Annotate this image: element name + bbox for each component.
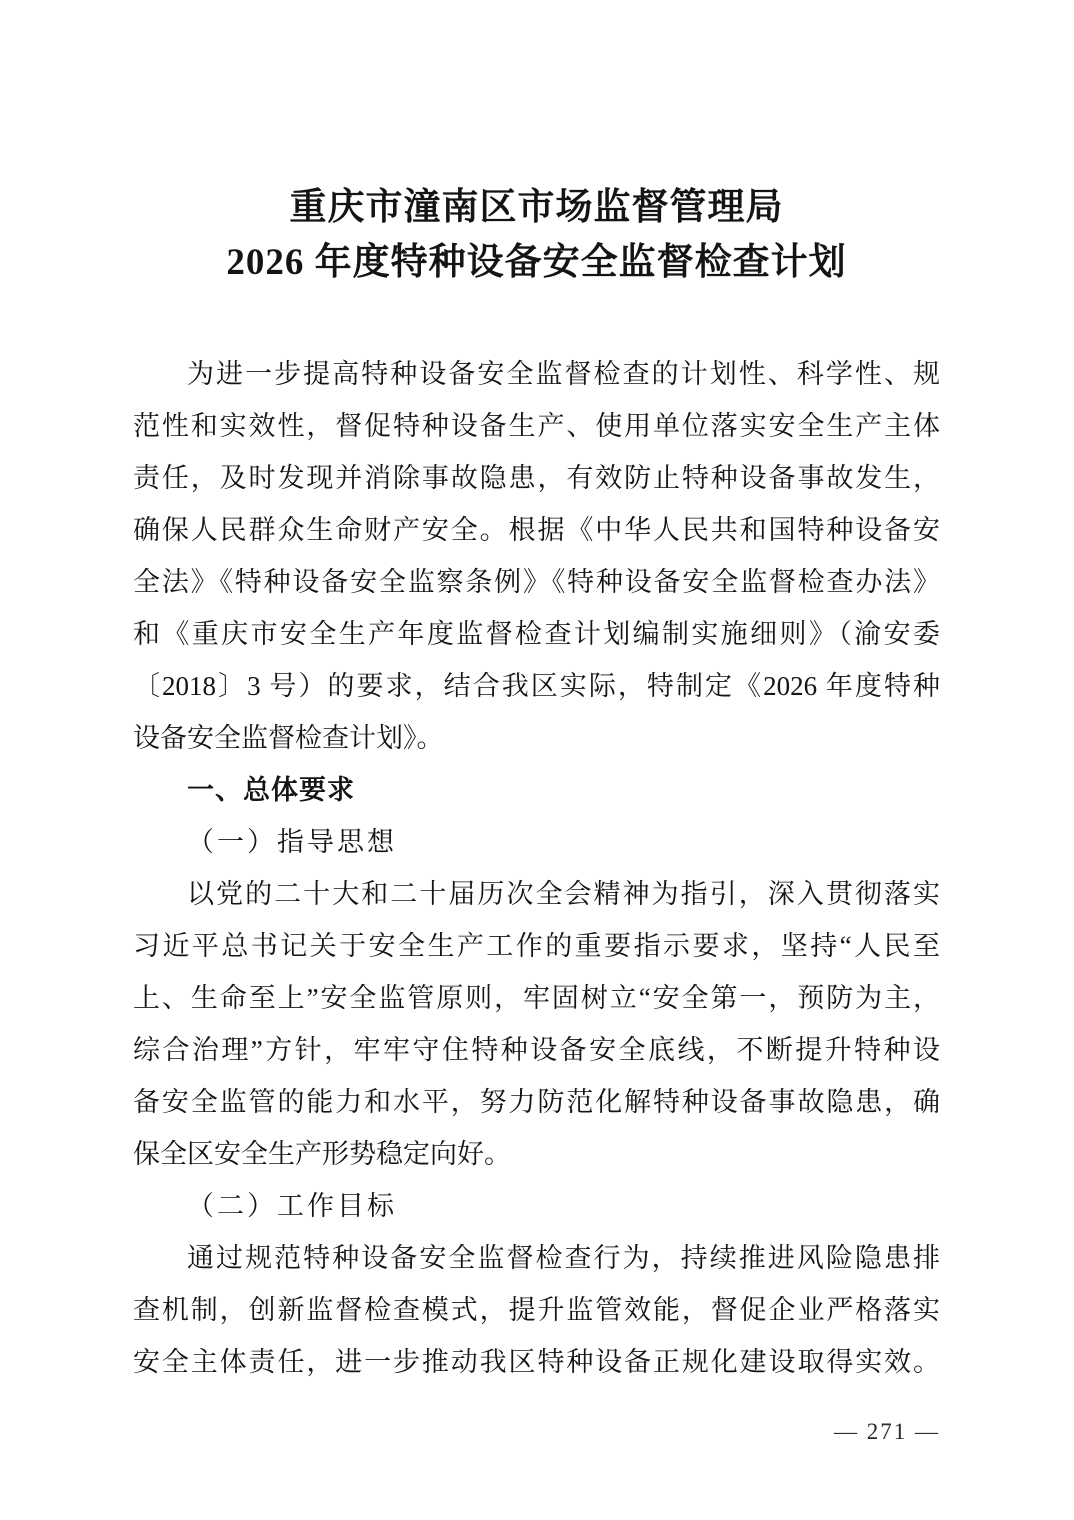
paragraph1-line: 全法》《特种设备安全监察条例》《特种设备安全监督检查办法》 bbox=[133, 567, 940, 597]
paragraph1-line: 范性和实效性，督促特种设备生产、使用单位落实安全生产主体 bbox=[133, 411, 940, 441]
page-number: — 271 — bbox=[834, 1419, 940, 1444]
document-title bbox=[133, 180, 940, 290]
paragraph1-line: 〔2018〕3 号）的要求，结合我区实际，特制定《2026 年度特种 bbox=[133, 671, 940, 701]
paragraph1-line: 和《重庆市安全生产年度监督检查计划编制实施细则》（渝安委 bbox=[133, 619, 940, 649]
paragraph1-line: 设备安全监督检查计划》。 bbox=[133, 723, 444, 753]
document-body bbox=[133, 348, 940, 1388]
paragraph3-line: 通过规范特种设备安全监督检查行为，持续推进风险隐患排 bbox=[187, 1243, 940, 1273]
section-heading-1: 一、总体要求 bbox=[187, 775, 355, 805]
paragraph2-line: 上、生命至上”安全监管原则，牢固树立“安全第一，预防为主， bbox=[133, 983, 940, 1013]
paragraph2-line: 综合治理”方针，牢牢守住特种设备安全底线，不断提升特种设 bbox=[133, 1035, 940, 1065]
subsection-heading-1: （一）指导思想 bbox=[187, 827, 397, 857]
paragraph2-line: 以党的二十大和二十届历次全会精神为指引，深入贯彻落实 bbox=[187, 879, 940, 909]
paragraph1-line: 为进一步提高特种设备安全监督检查的计划性、科学性、规 bbox=[187, 359, 940, 389]
paragraph2-line: 保全区安全生产形势稳定向好。 bbox=[133, 1139, 511, 1169]
paragraph3-line: 查机制，创新监督检查模式，提升监管效能，督促企业严格落实 bbox=[133, 1295, 940, 1325]
document-content bbox=[133, 0, 940, 1388]
paragraph2-line: 习近平总书记关于安全生产工作的重要指示要求，坚持“人民至 bbox=[133, 931, 940, 961]
document-title-line-2: 2026 年度特种设备安全监督检查计划 bbox=[226, 242, 847, 283]
document-title-line-1: 重庆市潼南区市场监督管理局 bbox=[289, 187, 784, 228]
paragraph1-line: 责任，及时发现并消除事故隐患，有效防止特种设备事故发生， bbox=[133, 463, 940, 493]
subsection-heading-2: （二）工作目标 bbox=[187, 1191, 397, 1221]
paragraph1-line: 确保人民群众生命财产安全。根据《中华人民共和国特种设备安 bbox=[133, 515, 940, 545]
paragraph3-line: 安全主体责任，进一步推动我区特种设备正规化建设取得实效。 bbox=[133, 1347, 940, 1377]
paragraph2-line: 备安全监管的能力和水平，努力防范化解特种设备事故隐患，确 bbox=[133, 1087, 940, 1117]
